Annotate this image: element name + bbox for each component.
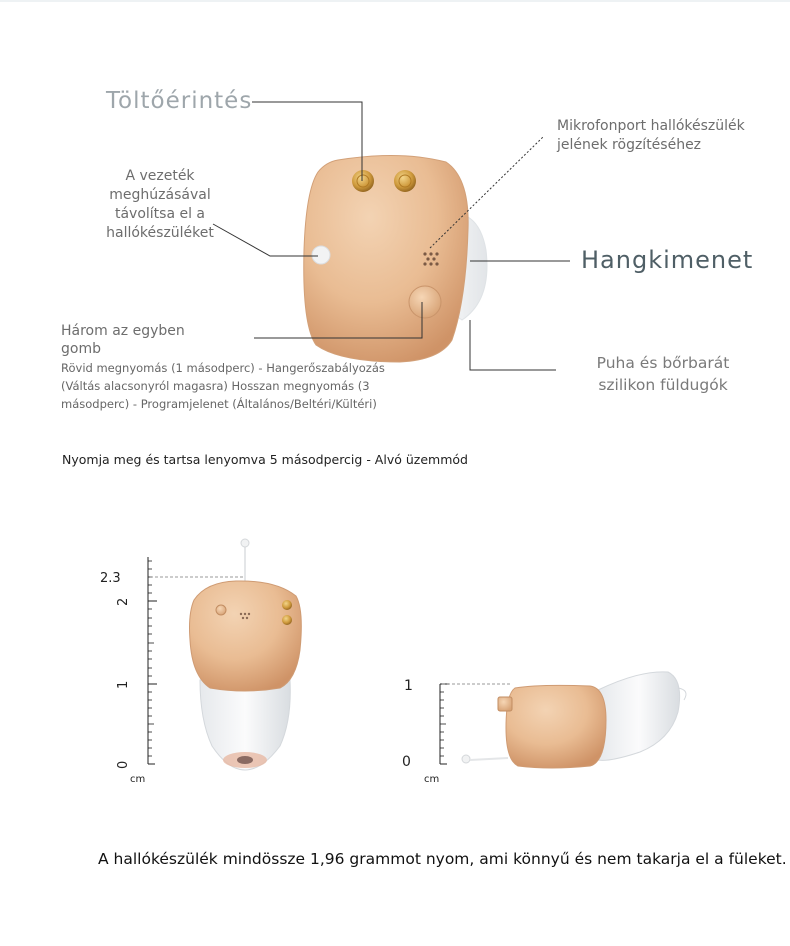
label-removal-wire: A vezeték meghúzásával távolítsa el a hallókészüléket	[106, 168, 214, 241]
device-side-view	[462, 672, 686, 768]
label-silicone-tip: Puha és bőrbarát szilikon füldugók	[596, 354, 730, 394]
device-front-view	[190, 539, 302, 770]
charging-contact-right	[394, 170, 416, 192]
ruler-left-tick-2: 2	[116, 597, 131, 606]
ruler-right-tick-1: 1	[404, 678, 413, 694]
charging-contact-left	[352, 170, 374, 192]
ruler-left	[148, 557, 157, 764]
weight-note: A hallókészülék mindössze 1,96 grammot nyom, ami könnyű és nem takarja el a füleket.	[98, 850, 787, 868]
label-three-in-one-button-desc: Rövid megnyomás (1 másodperc) - Hangerőszabályozás (Váltás alacsonyról magasra) Hosszan megnyomás (3 másodperc) - Programjelenet (Általános/Beltéri/Kültéri)	[61, 361, 385, 411]
ruler-left-tick-0: 0	[116, 760, 131, 769]
sleep-mode-note: Nyomja meg és tartsa lenyomva 5 másodpercig - Alvó üzemmód	[62, 452, 468, 467]
label-charging-contact: Töltőérintés	[106, 88, 253, 114]
label-three-in-one-button-title: Három az egyben gomb	[61, 323, 185, 357]
label-microphone-port: Mikrofonport hallókészülék jelének rögzítéséhez	[557, 118, 745, 153]
label-sound-output: Hangkimenet	[581, 246, 754, 274]
three-in-one-button	[409, 286, 441, 318]
ruler-right-tick-0: 0	[402, 754, 411, 770]
ruler-right-unit: cm	[424, 774, 440, 785]
ruler-left-tick-1: 1	[116, 680, 131, 689]
ruler-left-tick-2-3: 2.3	[100, 571, 121, 586]
ruler-left-unit: cm	[130, 774, 146, 785]
ruler-right	[440, 684, 449, 764]
removal-wire	[312, 246, 330, 264]
